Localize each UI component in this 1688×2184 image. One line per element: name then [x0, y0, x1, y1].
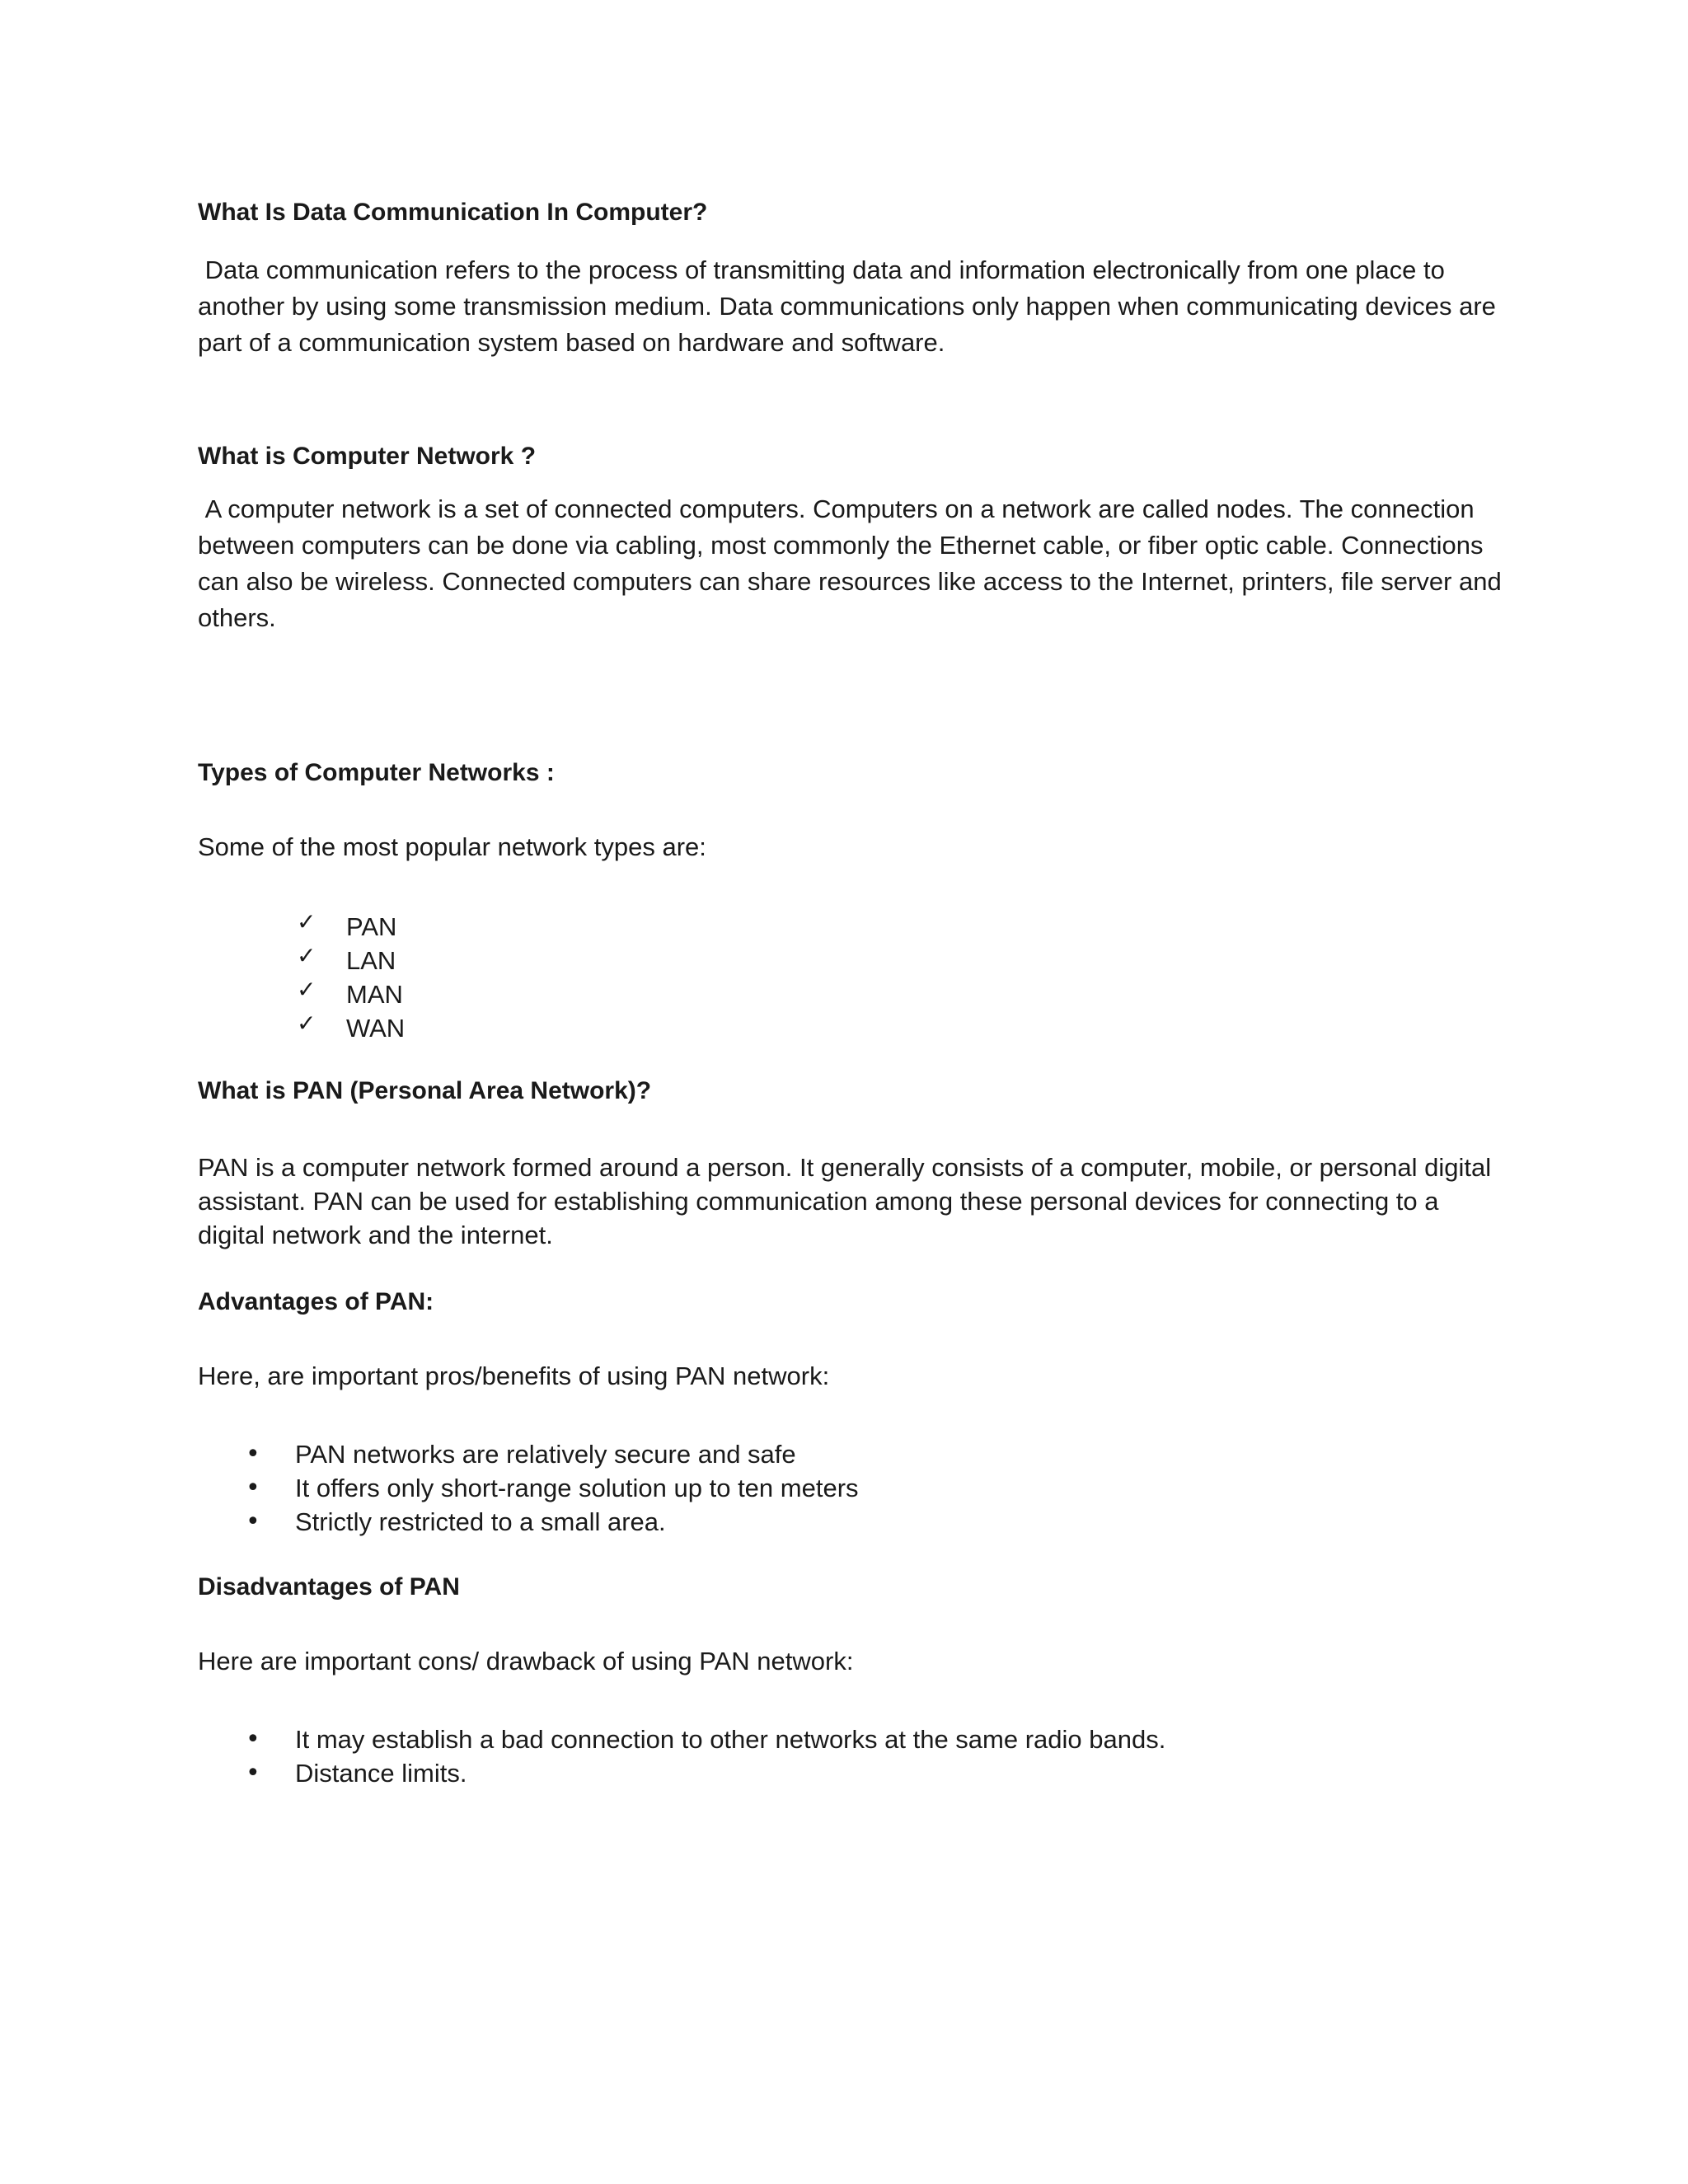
paragraph-advantages-intro: Here, are important pros/benefits of using PAN network: — [198, 1361, 830, 1390]
check-mark-icon: ✓ — [297, 976, 316, 1003]
list-item — [297, 976, 405, 1011]
heading-pan: What is PAN (Personal Area Network)? — [198, 1077, 652, 1104]
list-item-label: WAN — [346, 1014, 406, 1043]
bullet-icon: • — [246, 1759, 260, 1788]
list-item-label: PAN networks are relatively secure and safe — [295, 1440, 796, 1469]
heading-network-types: Types of Computer Networks : — [198, 759, 555, 786]
list-item-label: It offers only short-range solution up to ten meters — [295, 1474, 859, 1502]
list-item — [246, 1756, 1165, 1790]
list-item — [246, 1505, 859, 1539]
check-mark-icon: ✓ — [297, 1010, 316, 1037]
paragraph-network-types-intro: Some of the most popular network types are: — [198, 832, 706, 861]
network-types-list — [297, 908, 406, 1045]
bullet-icon: • — [246, 1507, 260, 1536]
bullet-icon: • — [246, 1474, 260, 1502]
heading-data-communication: What Is Data Communication In Computer? — [198, 199, 708, 226]
check-mark-icon: ✓ — [297, 942, 316, 969]
list-item-label: MAN — [346, 980, 403, 1009]
list-item-label: Distance limits. — [295, 1759, 467, 1788]
heading-computer-network: What is Computer Network ? — [198, 443, 537, 470]
paragraph-data-communication: Data communication refers to the process of transmitting data and information electronically from one place to another by using some transmission medium. Data communications only happen when communicating devices are part of a communication system based on hardware and software. — [198, 255, 1503, 357]
list-item — [297, 1010, 406, 1045]
list-item — [246, 1471, 859, 1505]
list-item-label: Strictly restricted to a small area. — [295, 1507, 666, 1536]
bullet-icon: • — [246, 1725, 260, 1754]
paragraph-disadvantages-intro: Here are important cons/ drawback of using PAN network: — [198, 1647, 854, 1675]
heading-advantages: Advantages of PAN: — [198, 1288, 434, 1315]
list-item — [297, 942, 405, 977]
list-item — [246, 1437, 859, 1471]
list-item-label: PAN — [346, 912, 397, 941]
disadvantages-list — [246, 1722, 1166, 1790]
list-item-label: LAN — [346, 946, 396, 975]
paragraph-pan: PAN is a computer network formed around a person. It generally consists of a computer, mobile, or personal digital assistant. PAN can be used for establishing communication among these personal devices for connecting to a digital network and the internet. — [198, 1153, 1492, 1249]
advantages-list — [246, 1437, 859, 1539]
paragraph-computer-network: A computer network is a set of connected computers. Computers on a network are called nodes. The connection between computers can be done via cabling, most commonly the Ethernet cable, or fiber optic cable. Connections can also be wireless. Connected computers can share resources like access to the Internet, printers, file server and others. — [198, 494, 1509, 632]
list-item — [297, 908, 405, 944]
list-item — [246, 1722, 1166, 1756]
check-mark-icon: ✓ — [297, 908, 316, 935]
list-item-label: It may establish a bad connection to other networks at the same radio bands. — [295, 1725, 1166, 1754]
heading-disadvantages: Disadvantages of PAN — [198, 1573, 460, 1601]
bullet-icon: • — [246, 1440, 260, 1469]
